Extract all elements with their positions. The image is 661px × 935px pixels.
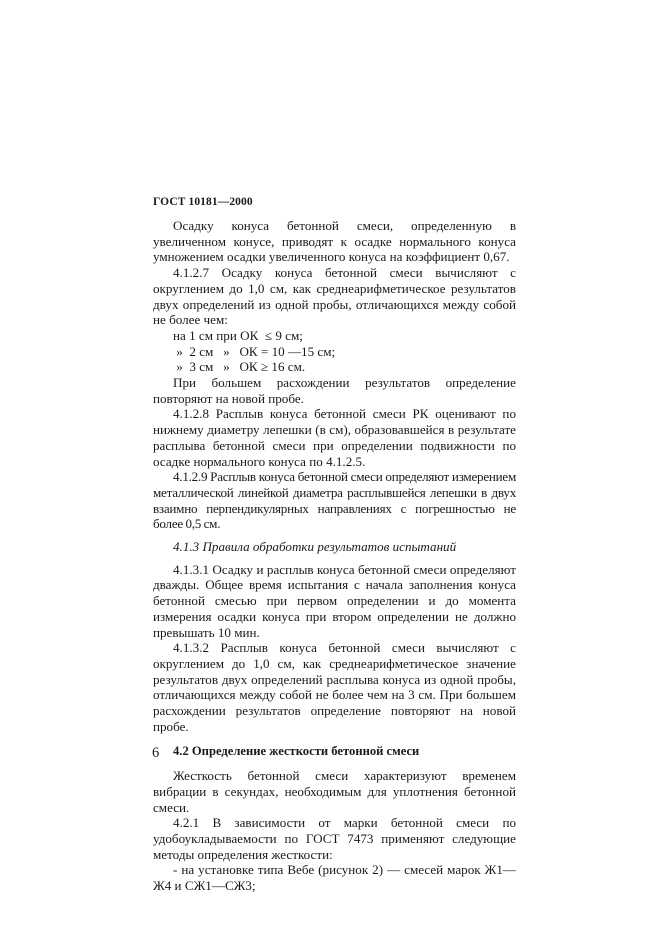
paragraph-4-1-2-9: 4.1.2.9 Расплыв конуса бетонной смеси определяют измерением металлической линейкой диаметра расплывшейся лепешки в двух взаимно перпендикулярных направлениях с погрешностью не более 0,5 см. xyxy=(153,469,516,532)
paragraph-vebe-method: - на установке типа Вебе (рисунок 2) — смесей марок Ж1—Ж4 и СЖ1—СЖ3; xyxy=(153,862,516,894)
paragraph-4-1-3-2: 4.1.3.2 Расплыв конуса бетонной смеси вычисляют с округлением до 1,0 см, как среднеарифметическое значение результатов двух определений расплыва конуса из одной пробы, отличающихся между собой не более чем на 3 см. При большем расхождении результатов определение повторяют на новой пробе. xyxy=(153,640,516,734)
paragraph-4-1-2-8: 4.1.2.8 Расплыв конуса бетонной смеси РК оценивают по нижнему диаметру лепешки (в см), образовавшейся в результате расплыва бетонной смеси при определении подвижности по осадке нормального конуса по 4.1.2.5. xyxy=(153,406,516,469)
paragraph-large-cone-correction: Осадку конуса бетонной смеси, определенную в увеличенном конусе, приводят к осадке нормального конуса умножением осадки увеличенного конуса на коэффициент 0,67. xyxy=(153,218,516,265)
tolerance-line-3: » 3 см » ОК ≥ 16 см. xyxy=(173,359,306,375)
paragraph-4-2-1: 4.2.1 В зависимости от марки бетонной смеси по удобоукладываемости по ГОСТ 7473 применяют следующие методы определения жесткости: xyxy=(153,815,516,862)
page-number: 6 xyxy=(152,745,160,761)
paragraph-stiffness-definition: Жесткость бетонной смеси характеризуют временем вибрации в секундах, необходимым для уплотнения бетонной смеси. xyxy=(153,768,516,815)
paragraph-repeat-test: При большем расхождении результатов определение повторяют на новой пробе. xyxy=(153,375,516,406)
section-heading-4-2: 4.2 Определение жесткости бетонной смеси xyxy=(173,743,420,758)
section-heading-4-1-3: 4.1.3 Правила обработки результатов испытаний xyxy=(173,539,457,555)
standard-header: ГОСТ 10181—2000 xyxy=(153,196,253,208)
body-text xyxy=(153,218,516,894)
paragraph-4-1-2-7: 4.1.2.7 Осадку конуса бетонной смеси вычисляют с округлением до 1,0 см, как среднеарифметическое результатов двух определений из одной пробы, отличающихся между собой не более чем: xyxy=(153,265,516,328)
tolerance-line-1: на 1 см при ОК ≤ 9 см; xyxy=(173,327,303,343)
tolerance-line-2: » 2 см » ОК = 10 —15 см; xyxy=(173,343,336,359)
paragraph-4-1-3-1: 4.1.3.1 Осадку и расплыв конуса бетонной смеси определяют дважды. Общее время испытания с начала заполнения конуса бетонной смесью при первом определении и до момента измерения осадки конуса при втором определении не должно превышать 10 мин. xyxy=(153,561,516,640)
